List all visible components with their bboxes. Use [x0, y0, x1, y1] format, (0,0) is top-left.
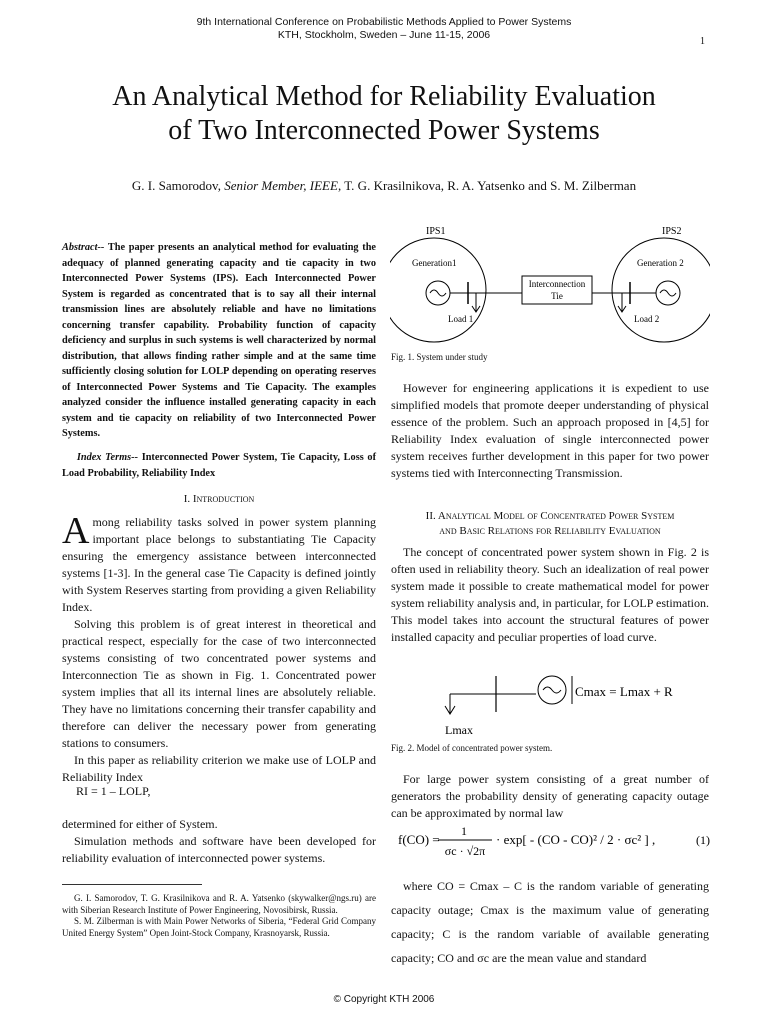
title-line-2: of Two Interconnected Power Systems	[168, 115, 600, 146]
section-2-paragraph-1: The concept of concentrated power system shown in Fig. 2 is often used in reliability theory. Such an idealization of real power system made it possible to create mathematical model for power system reliability analysis and, in particular, for LOLP estimation. This model takes into account the structural features of power installed capacity and peculiar properties of load curve.	[391, 545, 709, 644]
right-column-paragraph-1: However for engineering applications it is expedient to use simplified models that promote deeper understanding of physical essence of the problem. Such an approach proposed in [4,5] for Reliability Index evaluation of single interconnected power system receives further development in this paper for two power systems tied with Interconnecting Transmission.	[391, 381, 709, 480]
conference-line-1: 9th International Conference on Probabilistic Methods Applied to Power Systems	[196, 16, 572, 28]
fig2-lmax-label: Lmax	[445, 723, 473, 737]
eq1-denominator: σc · √2π	[444, 844, 486, 858]
ips2-label: IPS2	[662, 226, 682, 237]
copyright-footer: © Copyright KTH 2006	[333, 994, 435, 1005]
other-authors: , T. G. Krasilnikova, R. A. Yatsenko and S. M. Zilberman	[337, 178, 637, 193]
index-terms-label: Index Terms	[76, 452, 132, 463]
footnote-2: S. M. Zilberman is with Main Power Networks of Siberia, “Federal Grid Company United Energy System” Open Joint-Stock Company, Krasnoyarsk, Russia.	[62, 916, 376, 938]
index-terms-text: -- Interconnected Power System, Tie Capacity, Loss of Load Probability, Reliability Index	[62, 452, 377, 479]
footnotes	[62, 893, 376, 939]
author-1-role: Senior Member, IEEE	[224, 178, 338, 193]
section-2-paragraph-2: For large power system consisting of a great number of generators the probability density of generating capacity outage can be approximated by normal law	[391, 772, 709, 820]
paper-title	[60, 80, 708, 148]
abstract	[62, 240, 376, 442]
figure-1-caption: Fig. 1. System under study	[391, 352, 488, 362]
section-1-heading: I. Introduction	[183, 493, 255, 505]
index-terms	[62, 450, 376, 481]
section-2-paragraph-3: where CO = Cmax – C is the random variable of generating capacity outage; Cmax is the maximum value of generating capacity; C is the random variable of available generating capacity; CO and σc are the mean value and standard	[391, 879, 709, 965]
abstract-label: Abstract--	[62, 242, 105, 253]
equation-1	[398, 824, 710, 858]
load-2-label: Load 2	[634, 314, 660, 324]
author-1: G. I. Samorodov,	[131, 178, 225, 193]
figure-2-caption: Fig. 2. Model of concentrated power system.	[391, 743, 553, 753]
introduction-body	[62, 510, 376, 786]
load-1-label: Load 1	[448, 314, 474, 324]
eq1-numerator: 1	[461, 824, 467, 838]
figure-2-diagram	[440, 672, 700, 742]
figure-1-diagram	[390, 222, 710, 344]
conference-header	[0, 16, 768, 42]
ips1-label: IPS1	[426, 226, 446, 237]
generation-1-label: Generation1	[412, 258, 457, 268]
intro-paragraph-2: Solving this problem is of great interest in theoretical and practical respect, especially for the case of two interconnected systems consisting of two concentrated power systems and Interconnection Tie as shown in Fig. 1. Concentrated power system implies that all its internal lines are absolutely reliable. They have no limitations concerning their transfer capability and therefore can deliver the necessary power from generating stations to consumers.	[62, 617, 376, 750]
intro-paragraph-3: In this paper as reliability criterion we make use of LOLP and Reliability Index	[62, 753, 376, 784]
eq1-lhs: f(CO) =	[398, 832, 440, 847]
intro-paragraph-4: determined for either of System.	[62, 817, 218, 831]
author-list	[40, 178, 728, 194]
footnote-1: G. I. Samorodov, T. G. Krasilnikova and R. A. Yatsenko (skywalker@ngs.ru) are with Siberian Research Institute of Power Engineering, Novosibirsk, Russia.	[62, 893, 376, 915]
ri-formula: RI = 1 – LOLP,	[76, 784, 151, 798]
eq1-number: (1)	[696, 833, 710, 847]
intro-paragraph-1: Among reliability tasks solved in power system planning important place belongs to substantiating Tie Capacity ensuring the emergency assistance between interconnected systems [1-3]. In the general case Tie Capacity is defined jointly with System Reserves starting from providing a given Reliability Index.	[62, 510, 376, 614]
generation-2-label: Generation 2	[637, 258, 684, 268]
fig2-formula: Cmax = Lmax + R	[575, 684, 673, 699]
ips1-circle	[390, 238, 486, 342]
title-line-1: An Analytical Method for Reliability Evaluation	[112, 81, 656, 112]
tie-label-2: Tie	[551, 291, 563, 301]
abstract-text: The paper presents an analytical method for evaluating the adequacy of planned generating capacity and tie capacity in two Interconnected Power Systems (IPS). Each Interconnected Power System is regarded as concentrated that is to say all their internal transmission lines are absolutely reliable and have no limitations concerning transfer capability. Probability function of capacity deficiency and surplus in such systems is well characterized by normal distribution, that allows finding rather simple and at the same time sufficiently closing solution for LOLP depending on operating reserves of Interconnected Power Systems and Tie Capacity. The examples analyzed consider the influence installed generating capacity in each system and tie capacity on reliability of two Interconnected Power Systems.	[62, 242, 376, 439]
eq1-body: · exp[ - (CO - CO)² / 2 · σc² ] ,	[496, 832, 656, 847]
drop-cap: A	[62, 510, 90, 552]
footnote-divider	[62, 884, 202, 885]
tie-label-1: Interconnection	[528, 279, 586, 289]
intro-continued	[62, 816, 376, 867]
conference-line-2: KTH, Stockholm, Sweden – June 11-15, 2006	[277, 29, 491, 41]
ips2-circle	[612, 238, 710, 342]
intro-paragraph-5: Simulation methods and software have been developed for reliability evaluation of interconnected power systems.	[62, 834, 376, 865]
page-number: 1	[700, 36, 705, 47]
section-2-heading: II. Analytical Model of Concentrated Power System and Basic Relations for Reliability Evaluation	[425, 510, 675, 537]
